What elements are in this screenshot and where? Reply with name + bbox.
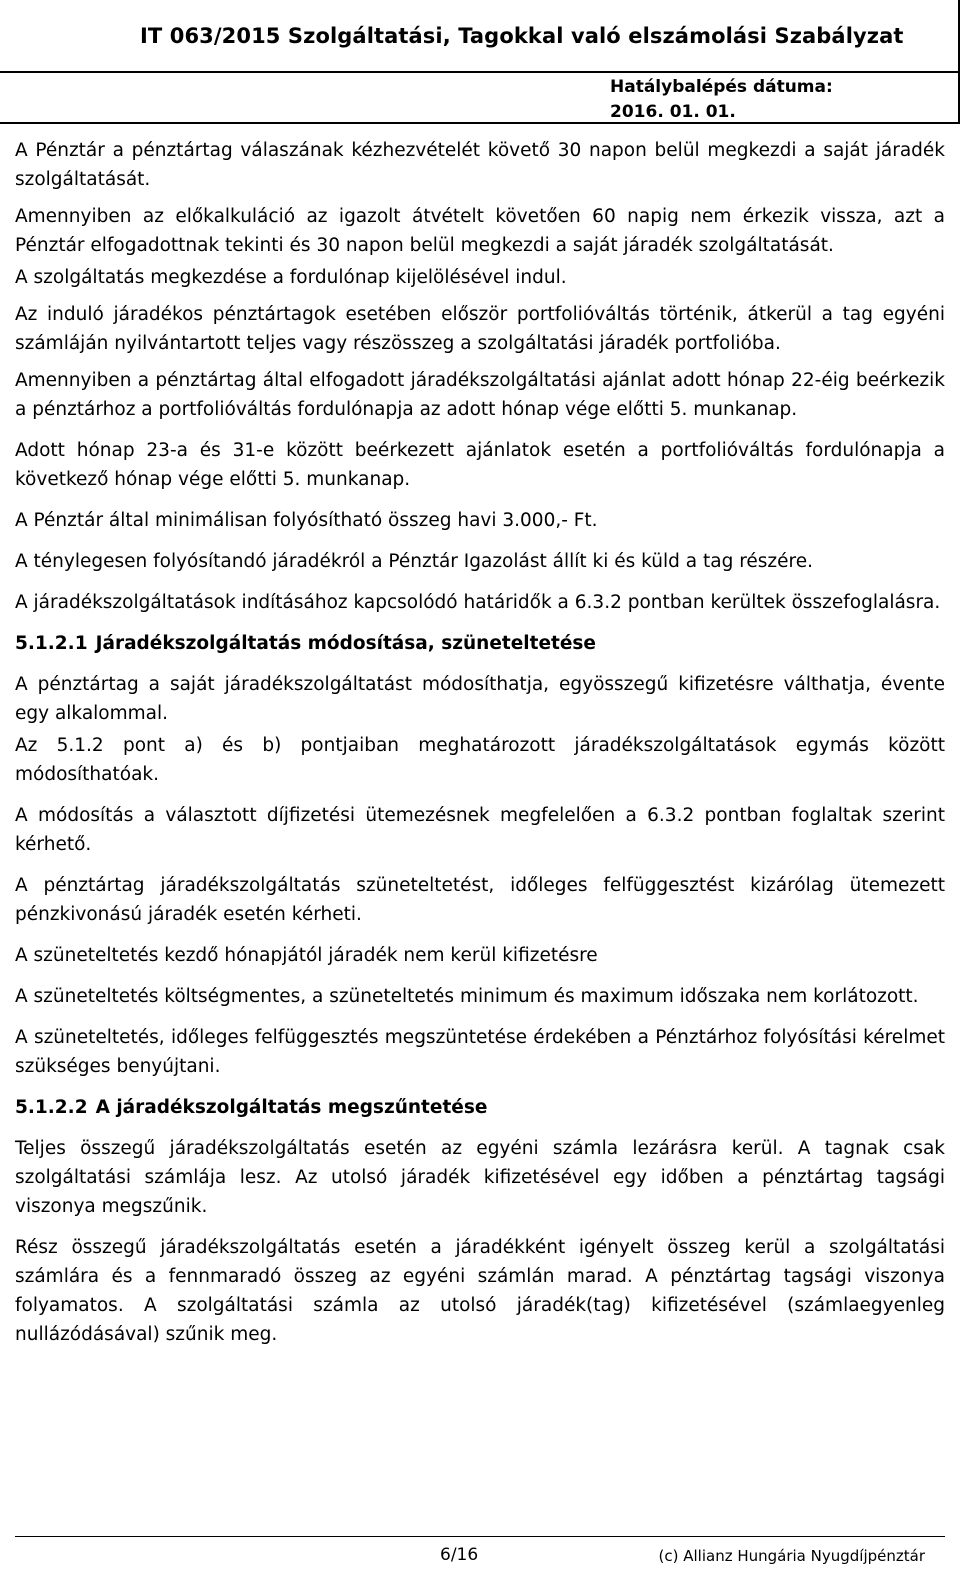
copyright-notice: (c) Allianz Hungária Nyugdíjpénztár [658,1547,925,1565]
paragraph: A ténylegesen folyósítandó járadékról a Pénztár Igazolást állít ki és küld a tag részére. [15,551,813,572]
paragraph: A pénztártag a saját járadékszolgáltatást módosíthatja, egyösszegű kifizetésre válthatja, évente egy alkalommal. [15,674,945,724]
section-heading-5-1-2-1 [15,629,945,658]
paragraph: A Pénztár a pénztártag válaszának kézhezvételét követő 30 napon belül megkezdi a saját járadék szolgáltatását. [15,140,945,190]
section-title: A járadékszolgáltatás megszűntetése [95,1097,488,1118]
document-title: IT 063/2015 Szolgáltatási, Tagokkal való elszámolási Szabályzat [140,24,904,48]
paragraph: Az 5.1.2 pont a) és b) pontjaiban meghatározott járadékszolgáltatások egymás között módosíthatóak. [15,735,945,785]
paragraph: Az induló járadékos pénztártagok esetében először portfolióváltás történik, átkerül a tag egyéni számláján nyilvántartott teljes vagy részösszeg a szolgáltatási járadék portfolióba. [15,304,945,354]
effective-date-value: 2016. 01. 01. [610,102,736,122]
paragraph: Adott hónap 23-a és 31-e között beérkezett ajánlatok esetén a portfolióváltás fordulónapja a következő hónap vége előtti 5. munkanap. [15,440,945,490]
paragraph: A Pénztár által minimálisan folyósítható összeg havi 3.000,- Ft. [15,510,598,531]
paragraph: Rész összegű járadékszolgáltatás esetén a járadékként igényelt összeg kerül a szolgáltatási számlára és a fennmaradó összeg az egyéni számlán marad. A pénztártag tagsági viszonya folyamatos. A szolgáltatási számla az utolsó járadék(tag) kifizetésével (számlaegyenleg nullázódásával) szűnik meg. [15,1237,945,1345]
page-number: 6/16 [440,1545,479,1565]
paragraph: A szüneteltetés költségmentes, a szüneteltetés minimum és maximum időszaka nem korlátozott. [15,986,919,1007]
document-body [15,136,945,1361]
section-heading-5-1-2-2 [15,1093,945,1122]
paragraph: Amennyiben a pénztártag által elfogadott járadékszolgáltatási ajánlat adott hónap 22-éig beérkezik a pénztárhoz a portfolióváltás fordulónapja az adott hónap vége előtti 5. munkanap. [15,370,945,420]
paragraph: Amennyiben az előkalkuláció az igazolt átvételt követően 60 napig nem érkezik vissza, azt a Pénztár elfogadottnak tekinti és 30 napon belül megkezdi a saját járadék szolgáltatását. [15,206,945,256]
section-number: 5.1.2.1 [15,633,88,654]
effective-date-label: Hatálybalépés dátuma: [610,77,833,97]
paragraph: A pénztártag járadékszolgáltatás szüneteltetést, időleges felfüggesztést kizárólag ütemezett pénzkivonású járadék esetén kérheti. [15,875,945,925]
section-title: Járadékszolgáltatás módosítása, szüneteltetése [95,633,596,654]
paragraph: A szolgáltatás megkezdése a fordulónap kijelölésével indul. [15,267,567,288]
section-number: 5.1.2.2 [15,1097,88,1118]
header-divider [0,71,958,73]
paragraph: Teljes összegű járadékszolgáltatás esetén az egyéni számla lezárásra kerül. A tagnak csak szolgáltatási számlája lesz. Az utolsó járadék kifizetésével egy időben a pénztártag tagsági viszonya megszűnik. [15,1138,945,1217]
paragraph: A szüneteltetés, időleges felfüggesztés megszüntetése érdekében a Pénztárhoz folyósítási kérelmet szükséges benyújtani. [15,1027,945,1077]
paragraph: A módosítás a választott díjfizetési ütemezésnek megfelelően a 6.3.2 pontban foglaltak szerint kérhető. [15,805,945,855]
footer-divider [15,1536,945,1537]
paragraph: A járadékszolgáltatások indításához kapcsolódó határidők a 6.3.2 pontban kerültek összefoglalásra. [15,592,941,613]
paragraph: A szüneteltetés kezdő hónapjától járadék nem kerül kifizetésre [15,945,598,966]
document-header [0,0,960,124]
